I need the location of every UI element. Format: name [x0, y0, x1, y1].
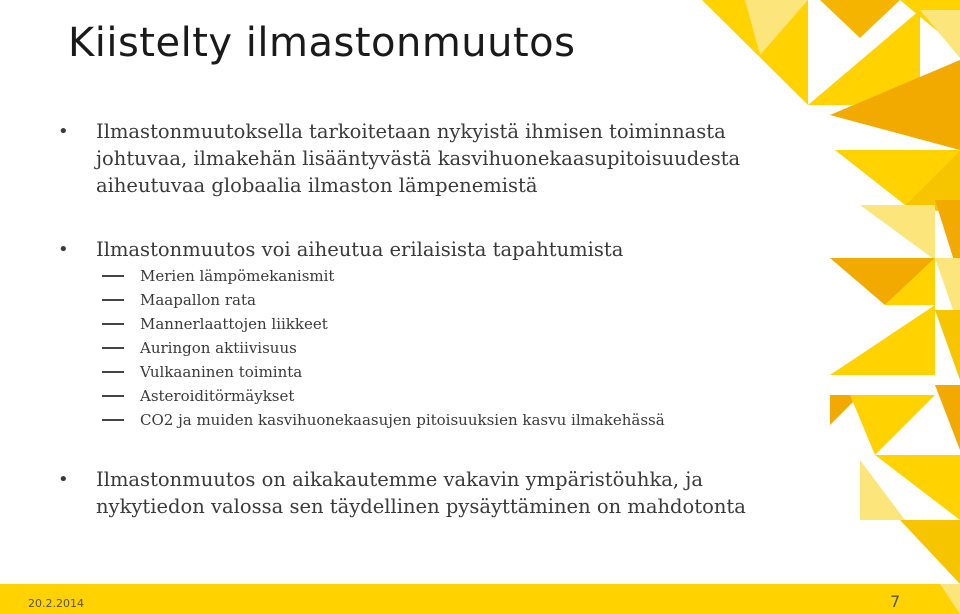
bullet-line: Ilmastonmuutos on aikakautemme vakavin ympäristöuhka, ja — [96, 468, 703, 491]
bullet-text — [96, 466, 876, 520]
sub-item-text: Merien lämpömekanismit — [140, 267, 335, 285]
bullet-line: Ilmastonmuutos voi aiheutua erilaisista tapahtumista — [96, 238, 624, 261]
bullet-dot-icon: • — [58, 121, 69, 142]
dash-icon — [102, 419, 124, 421]
bullet-dot-icon: • — [58, 239, 69, 260]
bullet-line: johtuvaa, ilmakehän lisääntyvästä kasvihuonekaasupitoisuudesta — [96, 147, 741, 170]
dash-icon — [102, 275, 124, 277]
sub-item-text: CO2 ja muiden kasvihuonekaasujen pitoisuuksien kasvu ilmakehässä — [140, 411, 665, 429]
sub-item-text: Maapallon rata — [140, 291, 256, 309]
footer-date: 20.2.2014 — [28, 597, 84, 610]
dash-icon — [102, 323, 124, 325]
dash-icon — [102, 395, 124, 397]
slide-title: Kiistelty ilmastonmuutos — [68, 20, 576, 66]
page-number: 7 — [890, 592, 901, 611]
bullet-line: nykytiedon valossa sen täydellinen pysäyttäminen on mahdotonta — [96, 495, 746, 518]
bullet-line: Ilmastonmuutoksella tarkoitetaan nykyistä ihmisen toiminnasta — [96, 120, 726, 143]
dash-icon — [102, 347, 124, 349]
bullet-line: aiheutuvaa globaalia ilmaston lämpenemistä — [96, 174, 538, 197]
sub-item-text: Mannerlaattojen liikkeet — [140, 315, 328, 333]
sub-item-text: Vulkaaninen toiminta — [140, 363, 303, 381]
sub-item-text: Asteroiditörmäykset — [140, 387, 295, 405]
bullet-text — [96, 118, 876, 199]
bullet-dot-icon: • — [58, 469, 69, 490]
footer — [0, 584, 960, 614]
dash-icon — [102, 299, 124, 301]
dash-icon — [102, 371, 124, 373]
sub-item-text: Auringon aktiivisuus — [140, 339, 297, 357]
bullet-text — [96, 236, 876, 263]
